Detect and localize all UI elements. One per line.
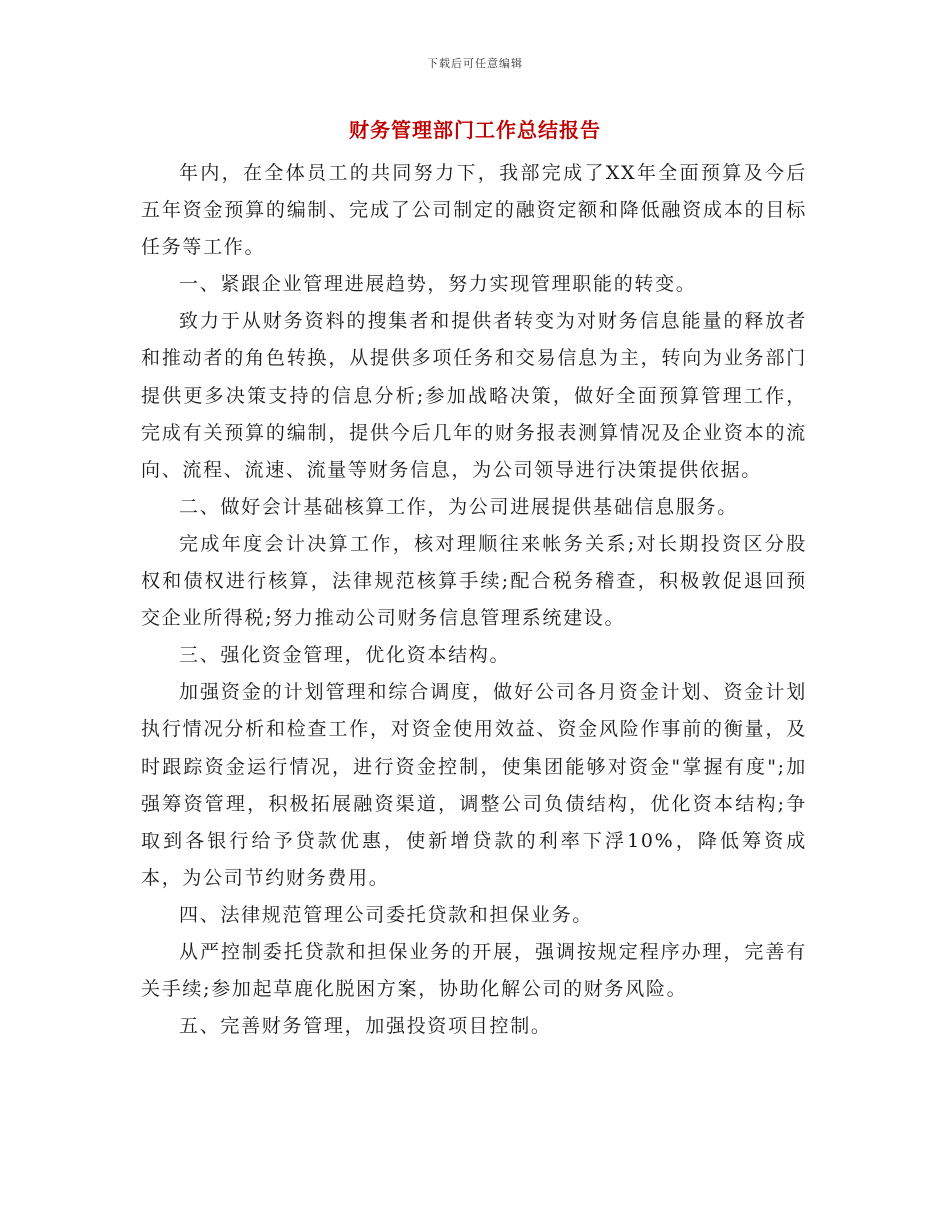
section-heading-3: 三、强化资金管理，优化资本结构。 [179, 644, 511, 667]
paragraph-intro: 年内，在全体员工的共同努力下，我部完成了XX年全面预算及今后五年资金预算的编制、完成了公司制定的融资定额和降低融资成本的目标任务等工作。 [141, 162, 807, 259]
paragraph-section-1: 致力于从财务资料的搜集者和提供者转变为对财务信息能量的释放者和推动者的角色转换，从提供多项任务和交易信息为主，转向为业务部门提供更多决策支持的信息分析;参加战略决策，做好全面预算管理工作，完成有关预算的编制，提供今后几年的财务报表测算情况及企业资本的流向、流程、流速、流量等财务信息，为公司领导进行决策提供依据。 [141, 310, 807, 481]
paragraph-section-3: 加强资金的计划管理和综合调度，做好公司各月资金计划、资金计划执行情况分析和检查工作，对资金使用效益、资金风险作事前的衡量，及时跟踪资金运行情况，进行资金控制，使集团能够对资金"掌握有度";加强筹资管理，积极拓展融资渠道，调整公司负债结构，优化资本结构;争取到各银行给予贷款优惠，使新增贷款的利率下浮10%，降低筹资成本，为公司节约财务费用。 [141, 681, 807, 889]
document-body [141, 155, 807, 1045]
paragraph-section-2: 完成年度会计决算工作，核对理顺往来帐务关系;对长期投资区分股权和债权进行核算，法律规范核算手续;配合税务稽查，积极敦促退回预交企业所得税;努力推动公司财务信息管理系统建设。 [141, 532, 807, 630]
page-header-note: 下载后可任意编辑 [427, 57, 523, 70]
section-heading-1: 一、紧跟企业管理进展趋势，努力实现管理职能的转变。 [179, 273, 697, 296]
section-heading-5: 五、完善财务管理，加强投资项目控制。 [179, 1015, 552, 1038]
document-title: 财务管理部门工作总结报告 [349, 118, 601, 142]
paragraph-section-4: 从严控制委托贷款和担保业务的开展，强调按规定程序办理，完善有关手续;参加起草鹿化脱困方案，协助化解公司的财务风险。 [141, 940, 807, 1001]
section-heading-2: 二、做好会计基础核算工作，为公司进展提供基础信息服务。 [179, 495, 738, 518]
section-heading-4: 四、法律规范管理公司委托贷款和担保业务。 [179, 903, 594, 926]
